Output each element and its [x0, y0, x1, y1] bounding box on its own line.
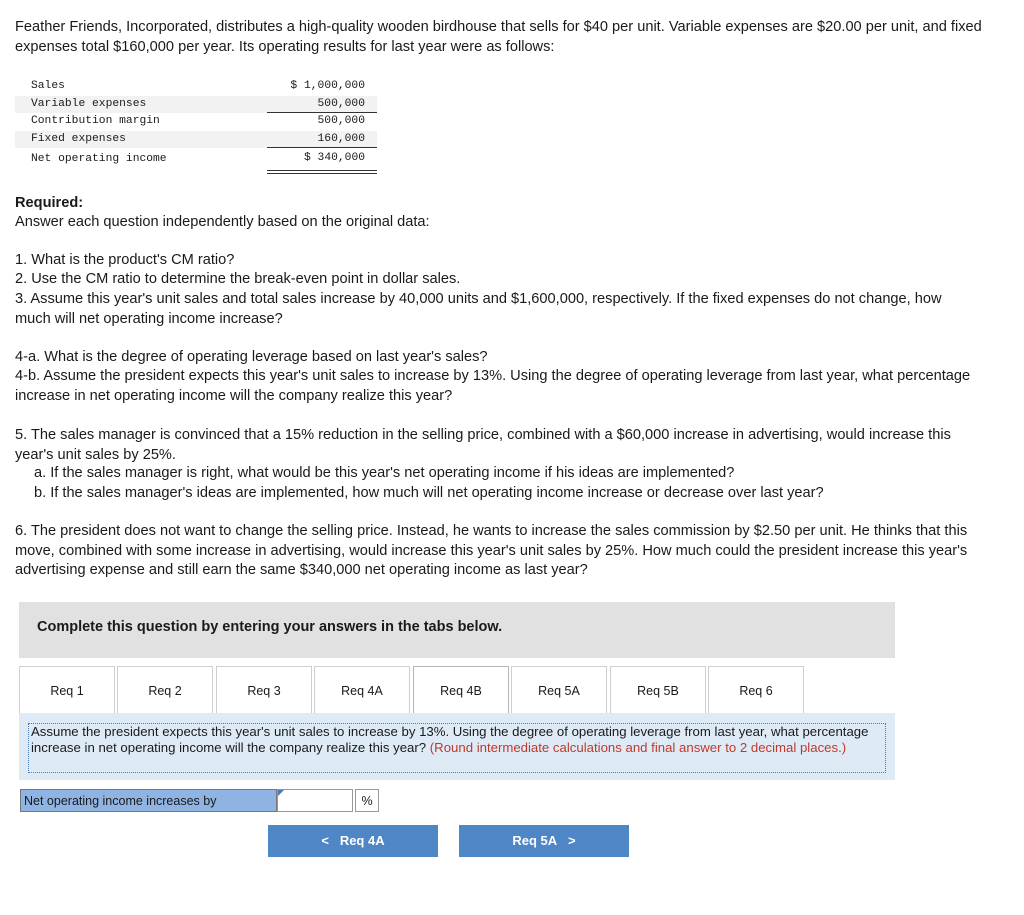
- requirement-tabs: [19, 666, 895, 714]
- problem-intro: Feather Friends, Incorporated, distributes a high-quality wooden birdhouse that sells for $40 per unit. Variable expenses are $20.00 per unit, and fixed expenses total $160,000 per year. Its operating results for last year were as follows:: [15, 19, 982, 55]
- instructions-banner: [19, 602, 895, 658]
- tab-req-6[interactable]: Req 6: [708, 666, 804, 714]
- question-4b: 4-b. Assume the president expects this year's unit sales to increase by 13%. Using the degree of operating leverage from last year, what percentage increase in net operating income will the company realize this year?: [15, 368, 971, 404]
- row-value: $ 1,000,000: [290, 80, 365, 92]
- required-subheading: Answer each question independently based on the original data:: [15, 214, 430, 230]
- prompt-text: Assume the president expects this year's unit sales to increase by 13%. Using the degree of operating leverage from last year, what percentage increase in net operating income will the company realize this year?: [31, 724, 869, 755]
- question-2: 2. Use the CM ratio to determine the break-even point in dollar sales.: [15, 271, 461, 287]
- next-req-button[interactable]: [459, 825, 629, 857]
- tab-req-5a[interactable]: Req 5A: [511, 666, 607, 714]
- rounding-instruction: (Round intermediate calculations and final answer to 2 decimal places.): [429, 739, 847, 755]
- row-label: Variable expenses: [31, 97, 147, 110]
- tab-req-1[interactable]: Req 1: [19, 666, 115, 714]
- chevron-left-icon: <: [321, 833, 329, 848]
- tab-req-3[interactable]: Req 3: [216, 666, 312, 714]
- double-underline: [267, 170, 377, 174]
- question-5a: a. If the sales manager is right, what would be this year's net operating income if his ideas are implemented?: [34, 465, 735, 481]
- row-value: $ 340,000: [303, 152, 365, 164]
- row-value: 500,000: [317, 115, 365, 127]
- answer-input[interactable]: [277, 789, 353, 812]
- question-panel: [19, 713, 895, 780]
- statement-row-contribution-margin: [15, 113, 377, 131]
- required-heading: Required:: [15, 195, 84, 211]
- row-value: 160,000: [317, 132, 365, 145]
- percent-unit: %: [355, 789, 379, 812]
- row-label: Fixed expenses: [31, 132, 126, 145]
- income-statement: [15, 78, 377, 170]
- input-marker-icon: [278, 790, 284, 796]
- statement-row-fixed-expenses: [15, 131, 377, 149]
- row-label: Net operating income: [31, 153, 167, 165]
- statement-row-sales: [15, 78, 377, 96]
- tab-req-2[interactable]: Req 2: [117, 666, 213, 714]
- row-value: 500,000: [317, 97, 365, 110]
- next-button-label: Req 5A: [512, 833, 558, 848]
- question-1: 1. What is the product's CM ratio?: [15, 252, 235, 268]
- question-4a: 4-a. What is the degree of operating leverage based on last year's sales?: [15, 349, 488, 365]
- row-label: Contribution margin: [31, 115, 160, 127]
- banner-text: Complete this question by entering your answers in the tabs below.: [37, 619, 503, 635]
- tab-req-4a[interactable]: Req 4A: [314, 666, 410, 714]
- prev-button-label: Req 4A: [339, 833, 385, 848]
- question-prompt: [28, 723, 886, 773]
- question-5b: b. If the sales manager's ideas are implemented, how much will net operating income increase or decrease over last year?: [34, 485, 824, 501]
- tab-req-4b[interactable]: Req 4B: [413, 666, 509, 715]
- question-3: 3. Assume this year's unit sales and total sales increase by 40,000 units and $1,600,000, respectively. If the fixed expenses do not change, how much will net operating income increase?: [15, 291, 942, 327]
- answer-label: Net operating income increases by: [20, 789, 277, 812]
- tab-req-5b[interactable]: Req 5B: [610, 666, 706, 714]
- row-label: Sales: [31, 80, 65, 92]
- statement-row-net-operating-income: [15, 148, 377, 170]
- question-6: 6. The president does not want to change the selling price. Instead, he wants to increase the sales commission by $2.50 per unit. He thinks that this move, combined with some increase in advertising, would increase this year's unit sales by 25%. How much could the president increase this year's advertising expense and still earn the same $340,000 net operating income as last year?: [15, 523, 968, 578]
- prev-req-button[interactable]: [268, 825, 438, 857]
- chevron-right-icon: >: [568, 833, 576, 848]
- statement-row-variable-expenses: [15, 96, 377, 114]
- question-5: 5. The sales manager is convinced that a 15% reduction in the selling price, combined with a $60,000 increase in advertising, would increase this year's unit sales by 25%.: [15, 427, 951, 463]
